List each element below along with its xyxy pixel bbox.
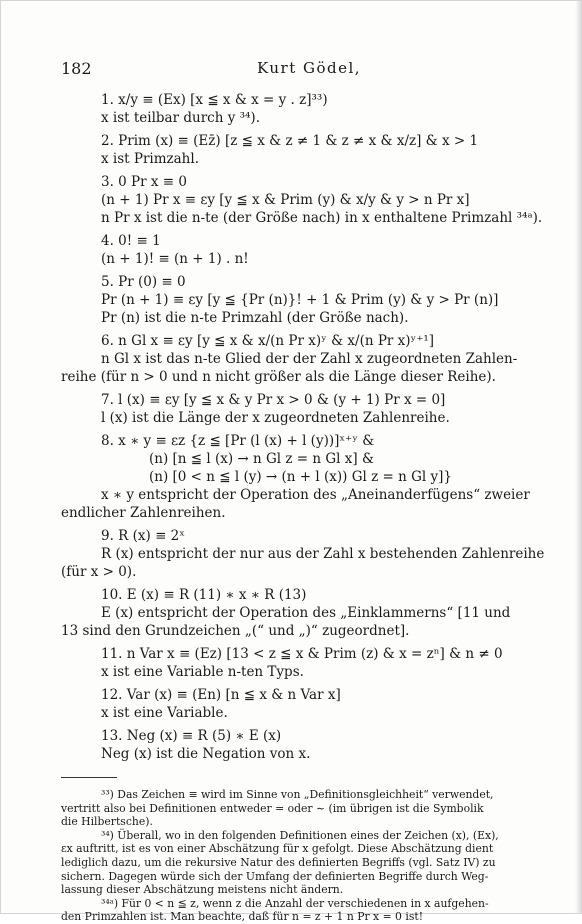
footnote-line: lediglich dazu, um die rekursive Natur des definierten Begriffs (vgl. Satz IV) zu [61, 855, 496, 869]
text-line: 3. 0 Pr x ≡ 0 [101, 174, 187, 190]
text-line: x ist eine Variable. [101, 705, 228, 721]
text-line: x ist teilbar durch y ³⁴). [101, 110, 260, 126]
page-number: 182 [61, 59, 92, 78]
text-line: n Pr x ist die n-te (der Größe nach) in x enthaltene Primzahl ³⁴ᵃ). [101, 210, 543, 226]
text-line: Neg (x) ist die Negation von x. [101, 746, 311, 762]
text-line: Pr (n) ist die n-te Primzahl (der Größe nach). [101, 310, 409, 326]
text-line: E (x) entspricht der Operation des „Einklammerns“ [11 und [101, 605, 511, 621]
text-line: R (x) entspricht der nur aus der Zahl x bestehenden Zahlenreihe [101, 546, 545, 562]
footnote-line: lassung dieser Abschätzung meistens nicht ändern. [61, 883, 344, 897]
page-edge-shadow [575, 1, 581, 913]
text-line: x ist eine Variable n-ten Typs. [101, 664, 304, 680]
text-line: reihe (für n > 0 und n nicht größer als die Länge dieser Reihe). [61, 369, 496, 385]
footnote-line: vertritt also bei Definitionen entweder = oder ∼ (im übrigen ist die Symbolik [61, 801, 484, 815]
text-line: 10. E (x) ≡ R (11) ∗ x ∗ R (13) [101, 587, 307, 603]
text-line: endlicher Zahlenreihen. [61, 505, 226, 521]
footnote-line: die Hilbertsche). [61, 815, 153, 829]
text-line: 9. R (x) ≡ 2ˣ [101, 528, 185, 544]
running-header [61, 59, 529, 83]
text-line: 2. Prim (x) ≡ (Ez̄) [z ≦ x & z ≠ 1 & z ≠ x & x/z] & x > 1 [101, 133, 479, 149]
text-line: (n) [n ≦ l (x) → n Gl z = n Gl x] & [149, 451, 374, 467]
running-head-author: Kurt Gödel, [257, 59, 362, 77]
footnote-line: den Primzahlen ist. Man beachte, daß für n = z + 1 n Pr x = 0 ist! [61, 910, 424, 924]
text-line: n Gl x ist das n-te Glied der der Zahl x zugeordneten Zahlen- [101, 351, 518, 367]
footnote-line: ³⁴) Überall, wo in den folgenden Definitionen eines der Zeichen (x), (Ex), [101, 828, 499, 842]
footnote-line: sichern. Dagegen würde sich der Umfang der definierten Begriffe durch Weg- [61, 869, 489, 883]
text-line: 7. l (x) ≡ εy [y ≦ x & y Pr x > 0 & (y + 1) Pr x = 0] [101, 392, 446, 408]
text-line: (n + 1)! ≡ (n + 1) . n! [101, 251, 249, 267]
text-line: 8. x ∗ y ≡ εz {z ≦ [Pr (l (x) + l (y))]ˣ⁺ʸ & [101, 433, 375, 449]
text-line: 13. Neg (x) ≡ R (5) ∗ E (x) [101, 728, 282, 744]
text-line: (für x > 0). [61, 564, 137, 580]
footnote-line: ³³) Das Zeichen ≡ wird im Sinne von „Definitionsgleichheit“ verwendet, [101, 788, 494, 801]
footnote-line: εx auftritt, ist es von einer Abschätzung für x gefolgt. Diese Abschätzung dient [61, 842, 494, 856]
text-line: x ist Primzahl. [101, 151, 199, 167]
text-line: 5. Pr (0) ≡ 0 [101, 274, 186, 290]
definition-lines [61, 91, 545, 763]
text-line: Pr (n + 1) ≡ εy [y ≦ {Pr (n)}! + 1 & Prim (y) & y > Pr (n)] [101, 292, 499, 308]
text-line: 1. x/y ≡ (Ex) [x ≦ x & x = y . z]³³) [101, 92, 328, 108]
footnotes [61, 788, 529, 924]
footnote-line: ³⁴ᵃ) Für 0 < n ≦ z, wenn z die Anzahl der verschiedenen in x aufgehen- [101, 896, 489, 910]
text-line: 12. Var (x) ≡ (En) [n ≦ x & n Var x] [101, 687, 341, 703]
definitions-body [61, 91, 545, 924]
text-line: 4. 0! ≡ 1 [101, 233, 161, 249]
text-line: x ∗ y entspricht der Operation des „Aneinanderfügens“ zweier [101, 487, 530, 503]
text-line: (n) [0 < n ≦ l (y) → (n + l (x)) Gl z = n Gl y]} [149, 469, 452, 485]
text-line: 6. n Gl x ≡ εy [y ≦ x & x/(n Pr x)ʸ & x/(n Pr x)ʸ⁺¹] [101, 333, 435, 349]
text-line: 11. n Var x ≡ (Ez) [13 < z ≦ x & Prim (z) & x = zⁿ] & n ≠ 0 [101, 646, 503, 662]
footnote-rule [61, 777, 117, 778]
text-line: 13 sind den Grundzeichen „(“ und „)“ zugeordnet]. [61, 623, 410, 639]
text-line: l (x) ist die Länge der x zugeordneten Zahlenreihe. [101, 410, 450, 426]
text-line: (n + 1) Pr x ≡ εy [y ≦ x & Prim (y) & x/y & y > n Pr x] [101, 192, 470, 208]
